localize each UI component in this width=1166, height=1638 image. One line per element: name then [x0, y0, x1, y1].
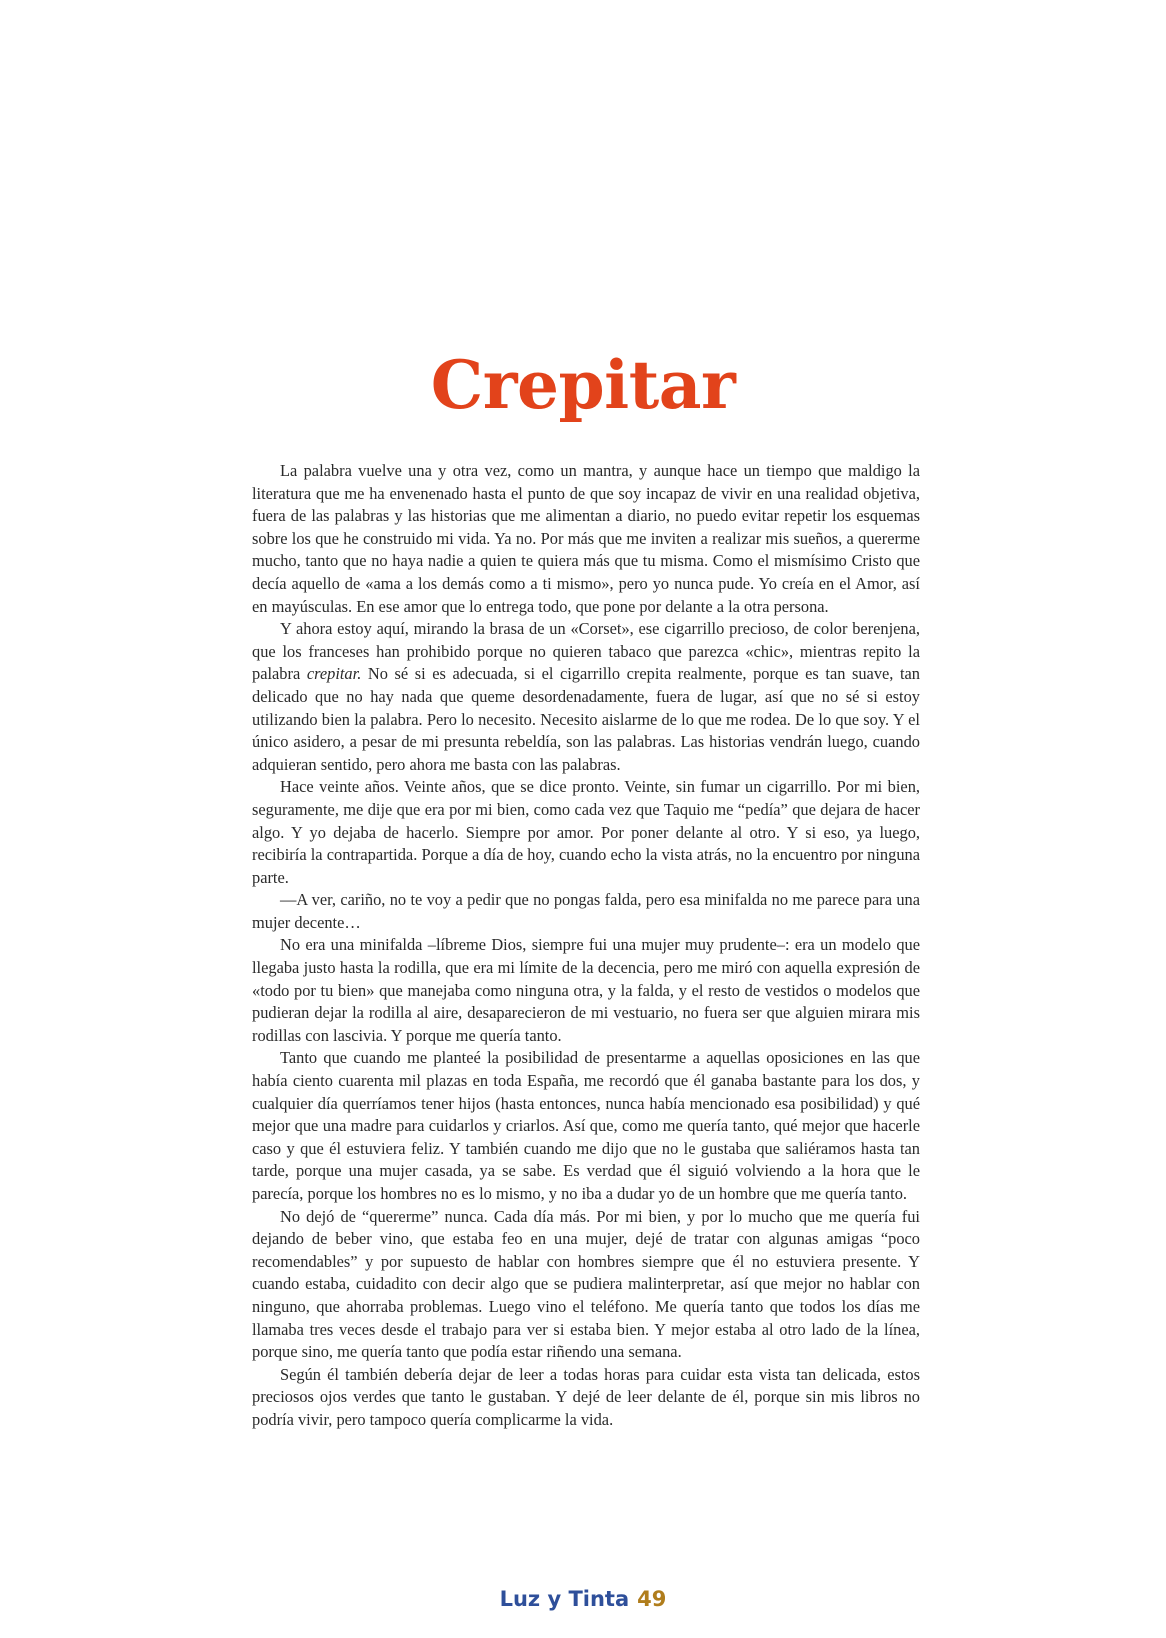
page-number: 49 [637, 1587, 667, 1611]
story-title: Crepitar [430, 346, 736, 424]
paragraph: Según él también debería dejar de leer a todas horas para cuidar esta vista tan delicada, estos preciosos ojos verdes que tanto le gustaban. Y dejé de leer delante de él, porque sin mis libros no podría vivir, pero tampoco quería complicarme la vida. [252, 1364, 920, 1429]
page-footer [0, 1589, 1166, 1610]
paragraph: La palabra vuelve una y otra vez, como un mantra, y aunque hace un tiempo que maldigo la literatura que me ha envenenado hasta el punto de que soy incapaz de vivir en una realidad objetiva, fuera de las palabras y las historias que me alimentan a diario, no puedo evitar repetir los esquemas sobre los que he construido mi vida. Ya no. Por más que me inviten a realizar mis sueños, a quererme mucho, tanto que no haya nadie a quien te quiera más que tu misma. Como el mismísimo Cristo que decía aquello de «ama a los demás como a ti mismo», pero yo nunca pude. Yo creía en el Amor, así en mayúsculas. En ese amor que lo entrega todo, que pone por delante a la otra persona. [252, 461, 920, 616]
paragraph: No era una minifalda –líbreme Dios, siempre fui una mujer muy prudente–: era un modelo que llegaba justo hasta la rodilla, que era mi límite de la decencia, pero me miró con aquella expresión de «todo por tu bien» que manejaba como ninguna otra, y la falda, y el resto de vestidos o modelos que pudieran dejar la rodilla al aire, desaparecieron de mi vestuario, no fuera ser que alguien mirara mis rodillas con lascivia. Y porque me quería tanto. [252, 935, 920, 1045]
dialogue-paragraph: —A ver, cariño, no te voy a pedir que no pongas falda, pero esa minifalda no me parece para una mujer decente… [252, 890, 920, 932]
paragraph: No dejó de “quererme” nunca. Cada día más. Por mi bien, y por lo mucho que me quería fui dejando de beber vino, que estaba feo en una mujer, dejé de tratar con algunas amigas “poco recomendables” y por supuesto de hablar con hombres siempre que él no estuviera presente. Y cuando estaba, cuidadito con decir algo que se pudiera malinterpretar, así que mejor no hablar con ninguno, que ahorraba problemas. Luego vino el teléfono. Me quería tanto que todos los días me llamaba tres veces desde el trabajo para ver si estaba bien. Y mejor estaba al otro lado de la línea, porque sino, me quería tanto que podía estar riñendo una semana. [252, 1206, 920, 1362]
magazine-name: Luz y Tinta [499, 1587, 630, 1611]
paragraph: Y ahora estoy aquí, mirando la brasa de un «Corset», ese cigarrillo precioso, de color berenjena, que los franceses han prohibido porque no quieren tabaco que parezca «chic», mientras repito la palabra crepitar. No sé si es adecuada, si el cigarrillo crepita realmente, porque es tan suave, tan delicado que no hay nada que queme desordenadamente, fuera de lugar, así que no sé si estoy utilizando bien la palabra. Pero lo necesito. Necesito aislarme de lo que me rodea. De lo que soy. Y el único asidero, a pesar de mi presunta rebeldía, son las palabras. Las historias vendrán luego, cuando adquieran sentido, pero ahora me basta con las palabras. [252, 619, 921, 774]
paragraph: Hace veinte años. Veinte años, que se dice pronto. Veinte, sin fumar un cigarrillo. Por mi bien, seguramente, me dije que era por mi bien, como cada vez que Taquio me “pedía” que dejara de hacer algo. Y yo dejaba de hacerlo. Siempre por amor. Por poner delante al otro. Y si eso, ya luego, recibiría la contrapartida. Porque a día de hoy, cuando echo la vista atrás, no la encuentro por ninguna parte. [252, 777, 920, 887]
story-body [252, 460, 920, 1432]
paragraph: Tanto que cuando me planteé la posibilidad de presentarme a aquellas oposiciones en las que había ciento cuarenta mil plazas en toda España, me recordó que él ganaba bastante para los dos, y cualquier día querríamos tener hijos (hasta entonces, nunca había mencionado esa posibilidad) y qué mejor que una madre para cuidarlos y criarlos. Así que, como me quería tanto, qué mejor que hacerle caso y que él estuviera feliz. Y también cuando me dijo que no le gustaba que saliéramos hasta tan tarde, porque una mujer casada, ya se sabe. Es verdad que él siguió volviendo a la hora que le parecía, porque los hombres no es lo mismo, y no iba a dudar yo de un hombre que me quería tanto. [252, 1048, 920, 1203]
emphasized-word: crepitar. [306, 664, 362, 684]
